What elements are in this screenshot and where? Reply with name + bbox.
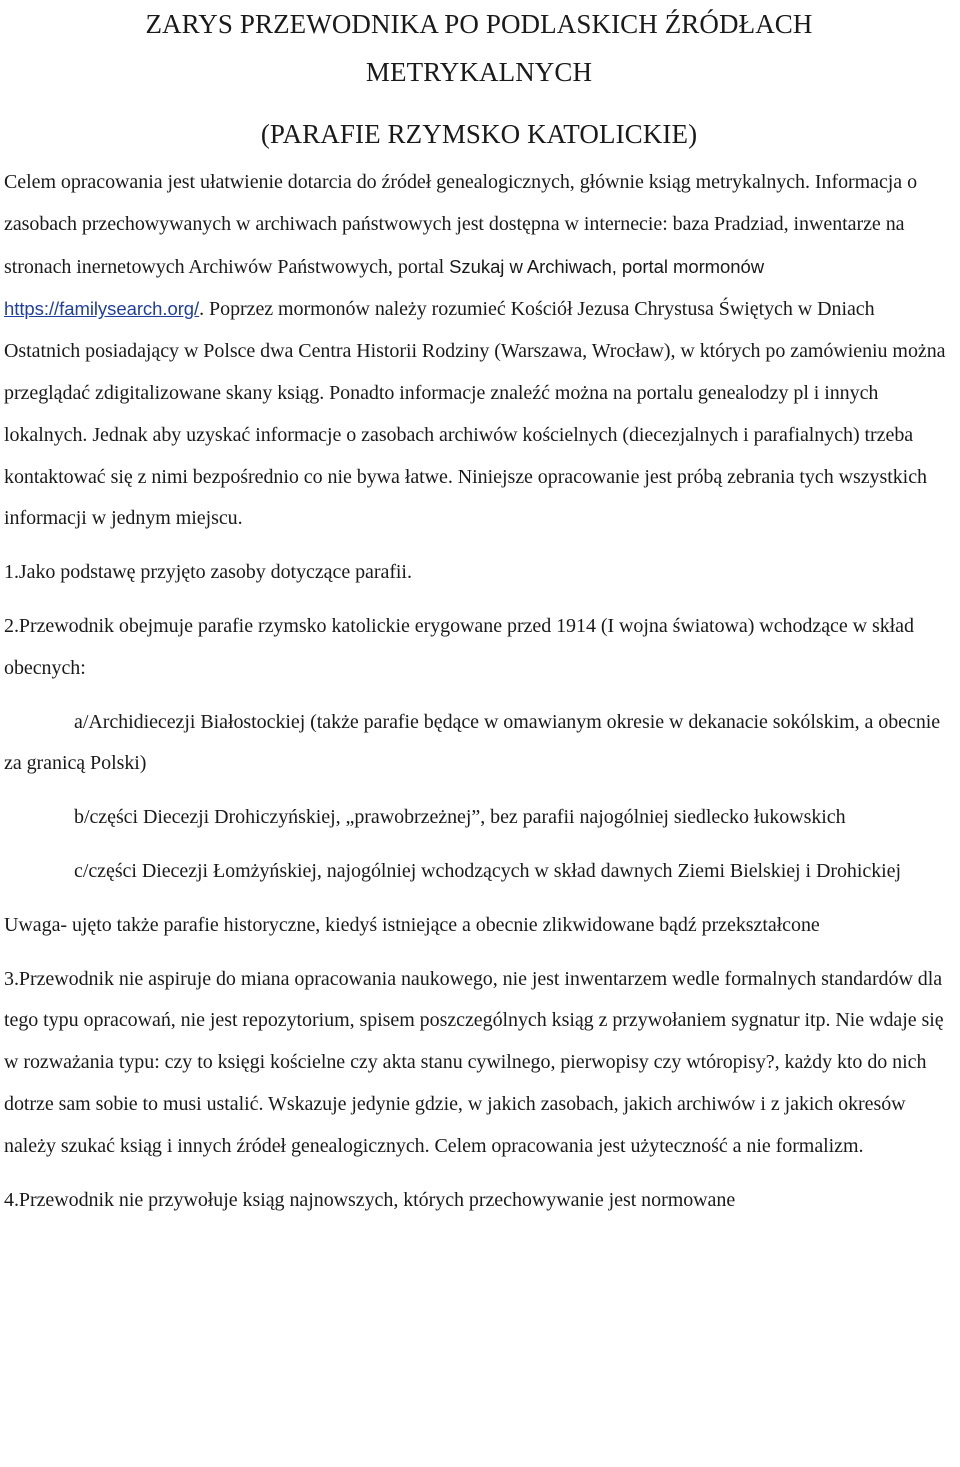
intro-text-part-2: . Poprzez mormonów należy rozumieć Kościół Jezusa Chrystusa Świętych w Dniach Ostatnich posiadający w Polsce dwa Centra Historii Rodziny (Warszawa, Wrocław), w których po zamówieniu można przeglądać zdigitalizowane skany ksiąg. Ponadto informacje znaleźć można na portalu genealodzy pl i innych lokalnych. Jednak aby uzyskać informacje o zasobach archiwów kościelnych (diecezjalnych i parafialnych) trzeba kontaktować się z nimi bezpośrednio co nie bywa łatwe. Niniejsze opracowanie jest próbą zebrania tych wszystkich informacji w jednym miejscu.: [4, 298, 946, 530]
point-4: 4.Przewodnik nie przywołuje ksiąg najnowszych, których przechowywanie jest normowane: [4, 1188, 736, 1211]
point-1: 1.Jako podstawę przyjęto zasoby dotyczące parafii.: [4, 561, 412, 584]
point-2: 2.Przewodnik obejmuje parafie rzymsko katolickie erygowane przed 1914 (I wojna światowa) wchodzące w skład obecnych:: [4, 614, 914, 679]
document-title-line-1: ZARYS PRZEWODNIKA PO PODLASKICH ŹRÓDŁACH: [145, 9, 813, 39]
point-3: 3.Przewodnik nie aspiruje do miana opracowania naukowego, nie jest inwentarzem wedle formalnych standardów dla tego typu opracowań, nie jest repozytorium, spisem poszczególnych ksiąg z przywołaniem sygnatur itp. Nie wdaje się w rozważania typu: czy to księgi kościelne czy akta stanu cywilnego, pierwopisy czy wtóropisy?, każdy kto do nich dotrze sam sobie to musi ustalić. Wskazuje jedynie gdzie, w jakich zasobach, jakich archiwów i z jakich okresów należy szukać ksiąg i innych źródeł genealogicznych. Celem opracowania jest użyteczność a nie formalizm.: [4, 967, 944, 1157]
intro-text-sans: Szukaj w Archiwach, portal mormonów: [449, 255, 765, 277]
familysearch-link[interactable]: https://familysearch.org/: [4, 298, 200, 320]
note-paragraph: Uwaga- ujęto także parafie historyczne, kiedyś istniejące a obecnie zlikwidowane bądź przekształcone: [4, 913, 820, 936]
document-title-line-2: METRYKALNYCH: [365, 57, 593, 87]
list-item-b: b/części Diecezji Drohiczyńskiej, „prawobrzeżnej”, bez parafii najogólniej siedlecko łukowskich: [74, 806, 846, 829]
list-item-a: a/Archidiecezji Białostockiej (także parafie będące w omawianym okresie w dekanacie sokólskim, a obecnie za granicą Polski): [4, 710, 941, 775]
intro-text-part-1: Celem opracowania jest ułatwienie dotarcia do źródeł genealogicznych, głównie ksiąg metrykalnych. Informacja o zasobach przechowywanych w archiwach państwowych jest dostępna w internecie: baza Pradziad, inwentarze na stronach inernetowych Archiwów Państwowych, portal: [4, 171, 918, 278]
document-subtitle: (PARAFIE RZYMSKO KATOLICKIE): [260, 119, 698, 149]
list-item-c: c/części Diecezji Łomżyńskiej, najogólniej wchodzących w skład dawnych Ziemi Bielskiej i Drohickiej: [74, 859, 901, 882]
intro-paragraph: [4, 162, 954, 540]
